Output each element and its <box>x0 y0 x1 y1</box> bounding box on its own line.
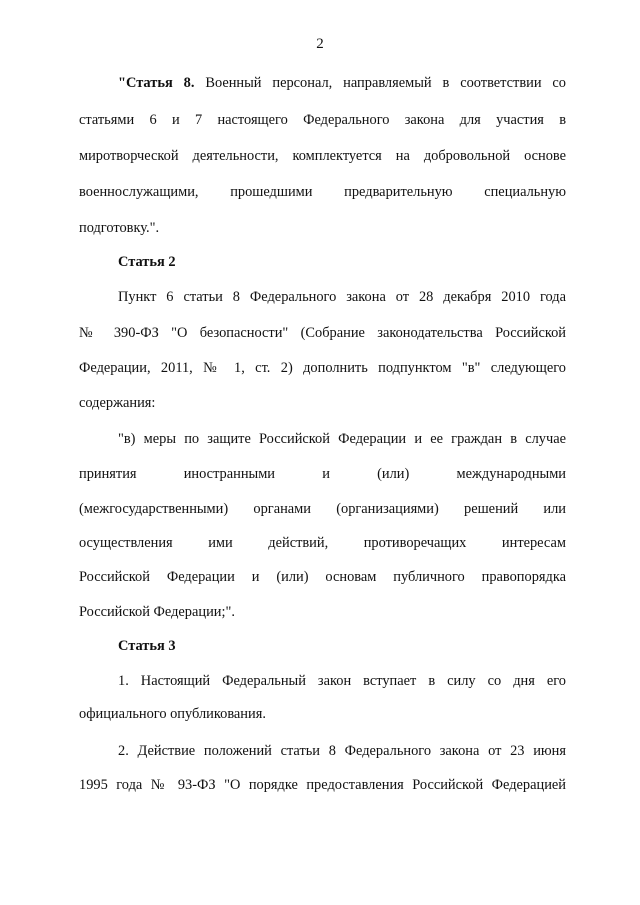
text-line: (межгосударственными) органами (организациями) решений или <box>79 501 566 517</box>
text-line: Пункт 6 статьи 8 Федерального закона от 28 декабря 2010 года <box>118 289 566 305</box>
article-3-heading: Статья 3 <box>118 638 176 654</box>
text-line: принятия иностранными и (или) международными <box>79 466 566 482</box>
article-2-heading: Статья 2 <box>118 254 176 270</box>
text-line: Российской Федерации и (или) основам публичного правопорядка <box>79 569 566 585</box>
text-line: 2. Действие положений статьи 8 Федерального закона от 23 июня <box>118 743 566 759</box>
text-line: 1995 года № 93-ФЗ "О порядке предоставления Российской Федерацией <box>79 777 566 793</box>
text-line: "в) меры по защите Российской Федерации и ее граждан в случае <box>118 431 566 447</box>
text-line: официального опубликования. <box>79 706 266 722</box>
article-8-label: "Статья 8. <box>118 75 195 91</box>
text-line <box>118 74 566 92</box>
text-line: осуществления ими действий, противоречащих интересам <box>79 535 566 551</box>
text-line: подготовку.". <box>79 220 160 236</box>
text-line: Российской Федерации;". <box>79 604 235 620</box>
text-line: содержания: <box>79 395 156 411</box>
text-line: военнослужащими, прошедшими предварительную специальную <box>79 184 566 200</box>
text-line: № 390-ФЗ "О безопасности" (Собрание законодательства Российской <box>79 325 566 341</box>
text-line: статьями 6 и 7 настоящего Федерального закона для участия в <box>79 112 566 128</box>
text-line: миротворческой деятельности, комплектуется на добровольной основе <box>79 148 566 164</box>
page-number: 2 <box>316 36 324 52</box>
text-line: Федерации, 2011, № 1, ст. 2) дополнить подпунктом "в" следующего <box>79 360 566 376</box>
text-line: 1. Настоящий Федеральный закон вступает в силу со дня его <box>118 673 566 689</box>
line-text: Военный персонал, направляемый в соответствии со <box>194 75 567 91</box>
